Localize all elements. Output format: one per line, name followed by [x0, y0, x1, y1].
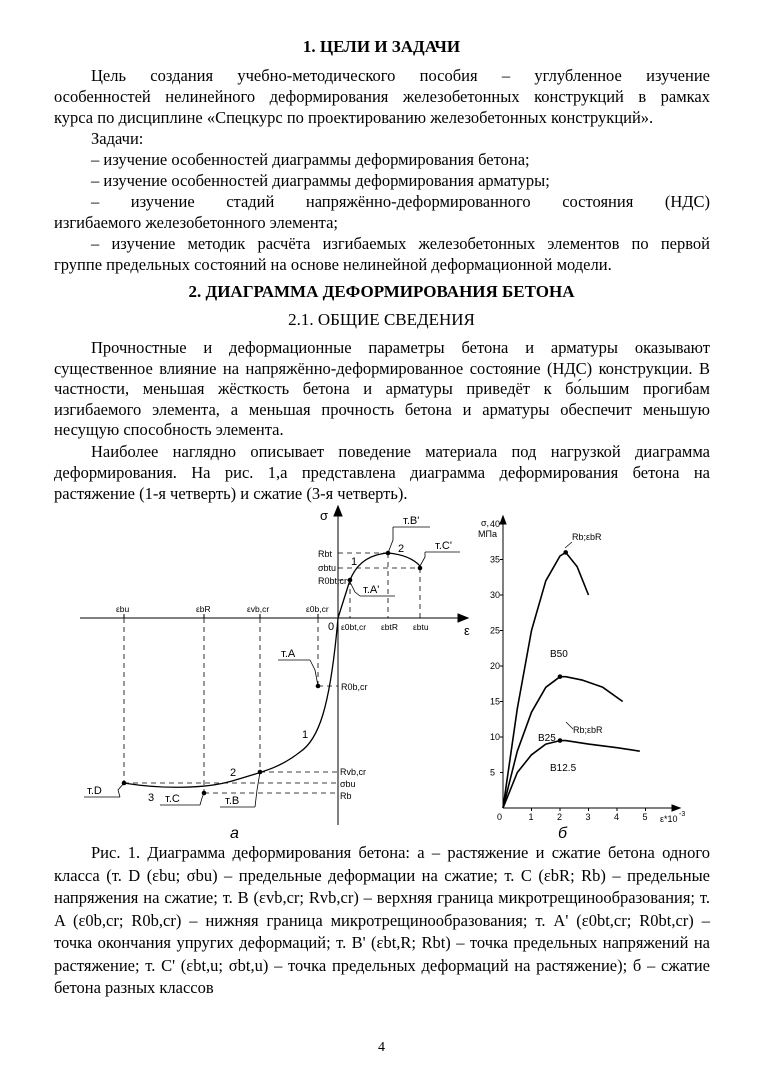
curve-num-2-top: 2	[398, 543, 405, 555]
task-1: – изучение особенностей диаграммы деформирования бетона;	[91, 150, 530, 169]
task-4b: группе предельных состояний на основе нелинейной деформационной модели.	[54, 255, 612, 274]
series-peak-В50	[563, 550, 568, 555]
curve-num-2-bottom: 2	[230, 767, 237, 779]
figure-caption: Рис. 1. Диаграмма деформирования бетона: а – растяжение и сжатие бетона одного класса (т. D (εbu; σbu) – предельные деформации на сжатие; т. C (εbR; Rb) – предельные напряжения на сжатие; т. В (εvb,cr; Rvb,cr) – верхняя граница микротрещинообразования; т. A (ε0b,cr; R0b,cr) – нижняя граница микротрещинообразования; т. A' (ε0bt,cr; R0bt,cr) – точка окончания упругих деформаций; т. B' (εbt,R; Rbt) – точка предельных напряжений на растяжение; т. C' (εbt,u; σbt,u) – точка предельных деформаций на растяжение); б – сжатие бетона разных классов	[54, 843, 710, 997]
chart-ylabel-1: σ,	[481, 518, 490, 528]
page-number: 4	[378, 1040, 385, 1055]
chart-ytick-label: 30	[490, 590, 501, 600]
curve-num-1-top: 1	[351, 556, 358, 568]
sub-label-a: а	[230, 825, 239, 842]
chart-label-b50: В50	[550, 649, 568, 660]
compression-curve	[124, 618, 338, 787]
sub-label-b: б	[558, 825, 567, 842]
series-peak-В12.5	[558, 738, 563, 743]
eps-btR-label: εbtR	[381, 622, 399, 632]
eps-btu-label: εbtu	[413, 622, 429, 632]
eps-bR-label: εbR	[196, 604, 211, 614]
section1-title: 1. ЦЕЛИ И ЗАДАЧИ	[302, 37, 461, 56]
eps-bu-label: εbu	[116, 604, 130, 614]
chart-ytick-label: 15	[490, 696, 501, 707]
intro-line-2: особенностей нелинейного деформирования железобетонных конструкций в рамках	[54, 87, 710, 106]
r-b-label: Rb	[340, 791, 352, 801]
chart-xtick-label: 4	[614, 812, 620, 822]
section2-title: 2. ДИАГРАММА ДЕФОРМИРОВАНИЯ БЕТОНА	[188, 282, 575, 301]
point-D-label: т.D	[87, 785, 102, 797]
eps-vbcr-label: εvb,cr	[247, 604, 270, 614]
intro-line-3: курса по дисциплине «Спецкурс по проектированию железобетонных конструкций».	[54, 108, 654, 127]
chart-label-b125: В12.5	[550, 763, 577, 774]
chart-ytick-label: 5	[490, 767, 496, 778]
series-line-В25	[503, 677, 623, 808]
para2-line-3: растяжение (1-я четверть) и сжатие (3-я четверть).	[54, 484, 408, 503]
point-Aprime-label: т.A'	[363, 584, 380, 596]
r-bt-label: Rbt	[318, 549, 333, 559]
chart-ytick-label: 25	[490, 625, 501, 636]
task-2: – изучение особенностей диаграммы деформирования арматуры;	[91, 171, 550, 190]
task-4: – изучение методик расчёта изгибаемых железобетонных элементов по первой	[91, 234, 710, 253]
paragraph-1: Прочностные и деформационные параметры бетона и арматуры оказывают существенное влияние на напряжённо-деформированное состояние (НДС) конструкции. В частности, меньшая жёсткость бетона и арматуры приведёт к бо́льшим прогибам изгибаемого элемента, а меньшая прочность бетона и арматуры обеспечит меньшую несущую способность элемента.	[54, 338, 710, 439]
chart-annot-rb-b50: Rb;εbR	[572, 532, 602, 542]
chart-xexp: -3	[679, 811, 686, 818]
chart-label-b25: В25	[538, 733, 556, 744]
tasks-label: Задачи:	[91, 129, 144, 148]
curve-num-1-bottom: 1	[302, 729, 309, 741]
chart-ytick-label: 0	[497, 812, 503, 822]
eps-label: ε	[464, 623, 470, 638]
series-line-В12.5	[503, 741, 640, 808]
intro-line-1: Цель создания учебно-методического пособия – углубленное изучение	[91, 66, 710, 85]
point-Bprime-label: т.В'	[403, 515, 420, 527]
section2-subtitle: 2.1. ОБЩИЕ СВЕДЕНИЯ	[288, 310, 475, 329]
chart-ytick-label: 20	[490, 661, 501, 671]
r-0bcr-label: R0b,cr	[341, 682, 368, 692]
point-Cprime-label: т.С'	[435, 540, 452, 552]
chart-xtick-label: 3	[585, 812, 591, 822]
curve-num-3-bottom: 3	[148, 792, 155, 804]
eps-0btcr-label: ε0bt,cr	[341, 622, 367, 632]
r-vbcr-label: Rvb,cr	[340, 767, 367, 777]
para2-line-1: Наиболее наглядно описывает поведение материала под нагрузкой диаграмма	[91, 442, 710, 461]
eps-0bcr-label: ε0b,cr	[306, 604, 329, 614]
chart-xtick-label: 2	[557, 812, 563, 822]
point-A-label: т.A	[281, 648, 296, 660]
chart-xtick-label: 5	[642, 812, 648, 822]
chart-xtick-label: 1	[528, 812, 534, 822]
right-chart	[478, 516, 685, 824]
task-3b: изгибаемого железобетонного элемента;	[54, 213, 338, 232]
figure-1	[0, 500, 763, 850]
point-C-label: т.C	[165, 793, 180, 805]
sigma-bu-label: σbu	[340, 779, 356, 789]
sigma-btu-label: σbtu	[318, 563, 337, 573]
r-0btcr-label: R0bt,cr	[318, 576, 348, 586]
chart-ytick-label: 40	[490, 519, 501, 529]
sigma-label: σ	[320, 508, 329, 523]
origin-label: 0	[328, 621, 335, 633]
chart-ytick-label: 10	[490, 732, 501, 742]
series-peak-В25	[558, 674, 563, 679]
figure-svg	[0, 500, 763, 850]
chart-annot-rb-b25: Rb;εbR	[573, 725, 603, 735]
task-3: – изучение стадий напряжённо-деформированного состояния (НДС)	[91, 192, 710, 211]
point-B-label: т.B	[225, 795, 240, 807]
chart-ytick-label: 35	[490, 554, 501, 565]
para2-line-2: деформирования. На рис. 1,а представлена диаграмма деформирования бетона на	[54, 463, 710, 482]
chart-ylabel-2: МПа	[478, 529, 497, 539]
chart-xlabel: ε*10	[660, 814, 678, 824]
